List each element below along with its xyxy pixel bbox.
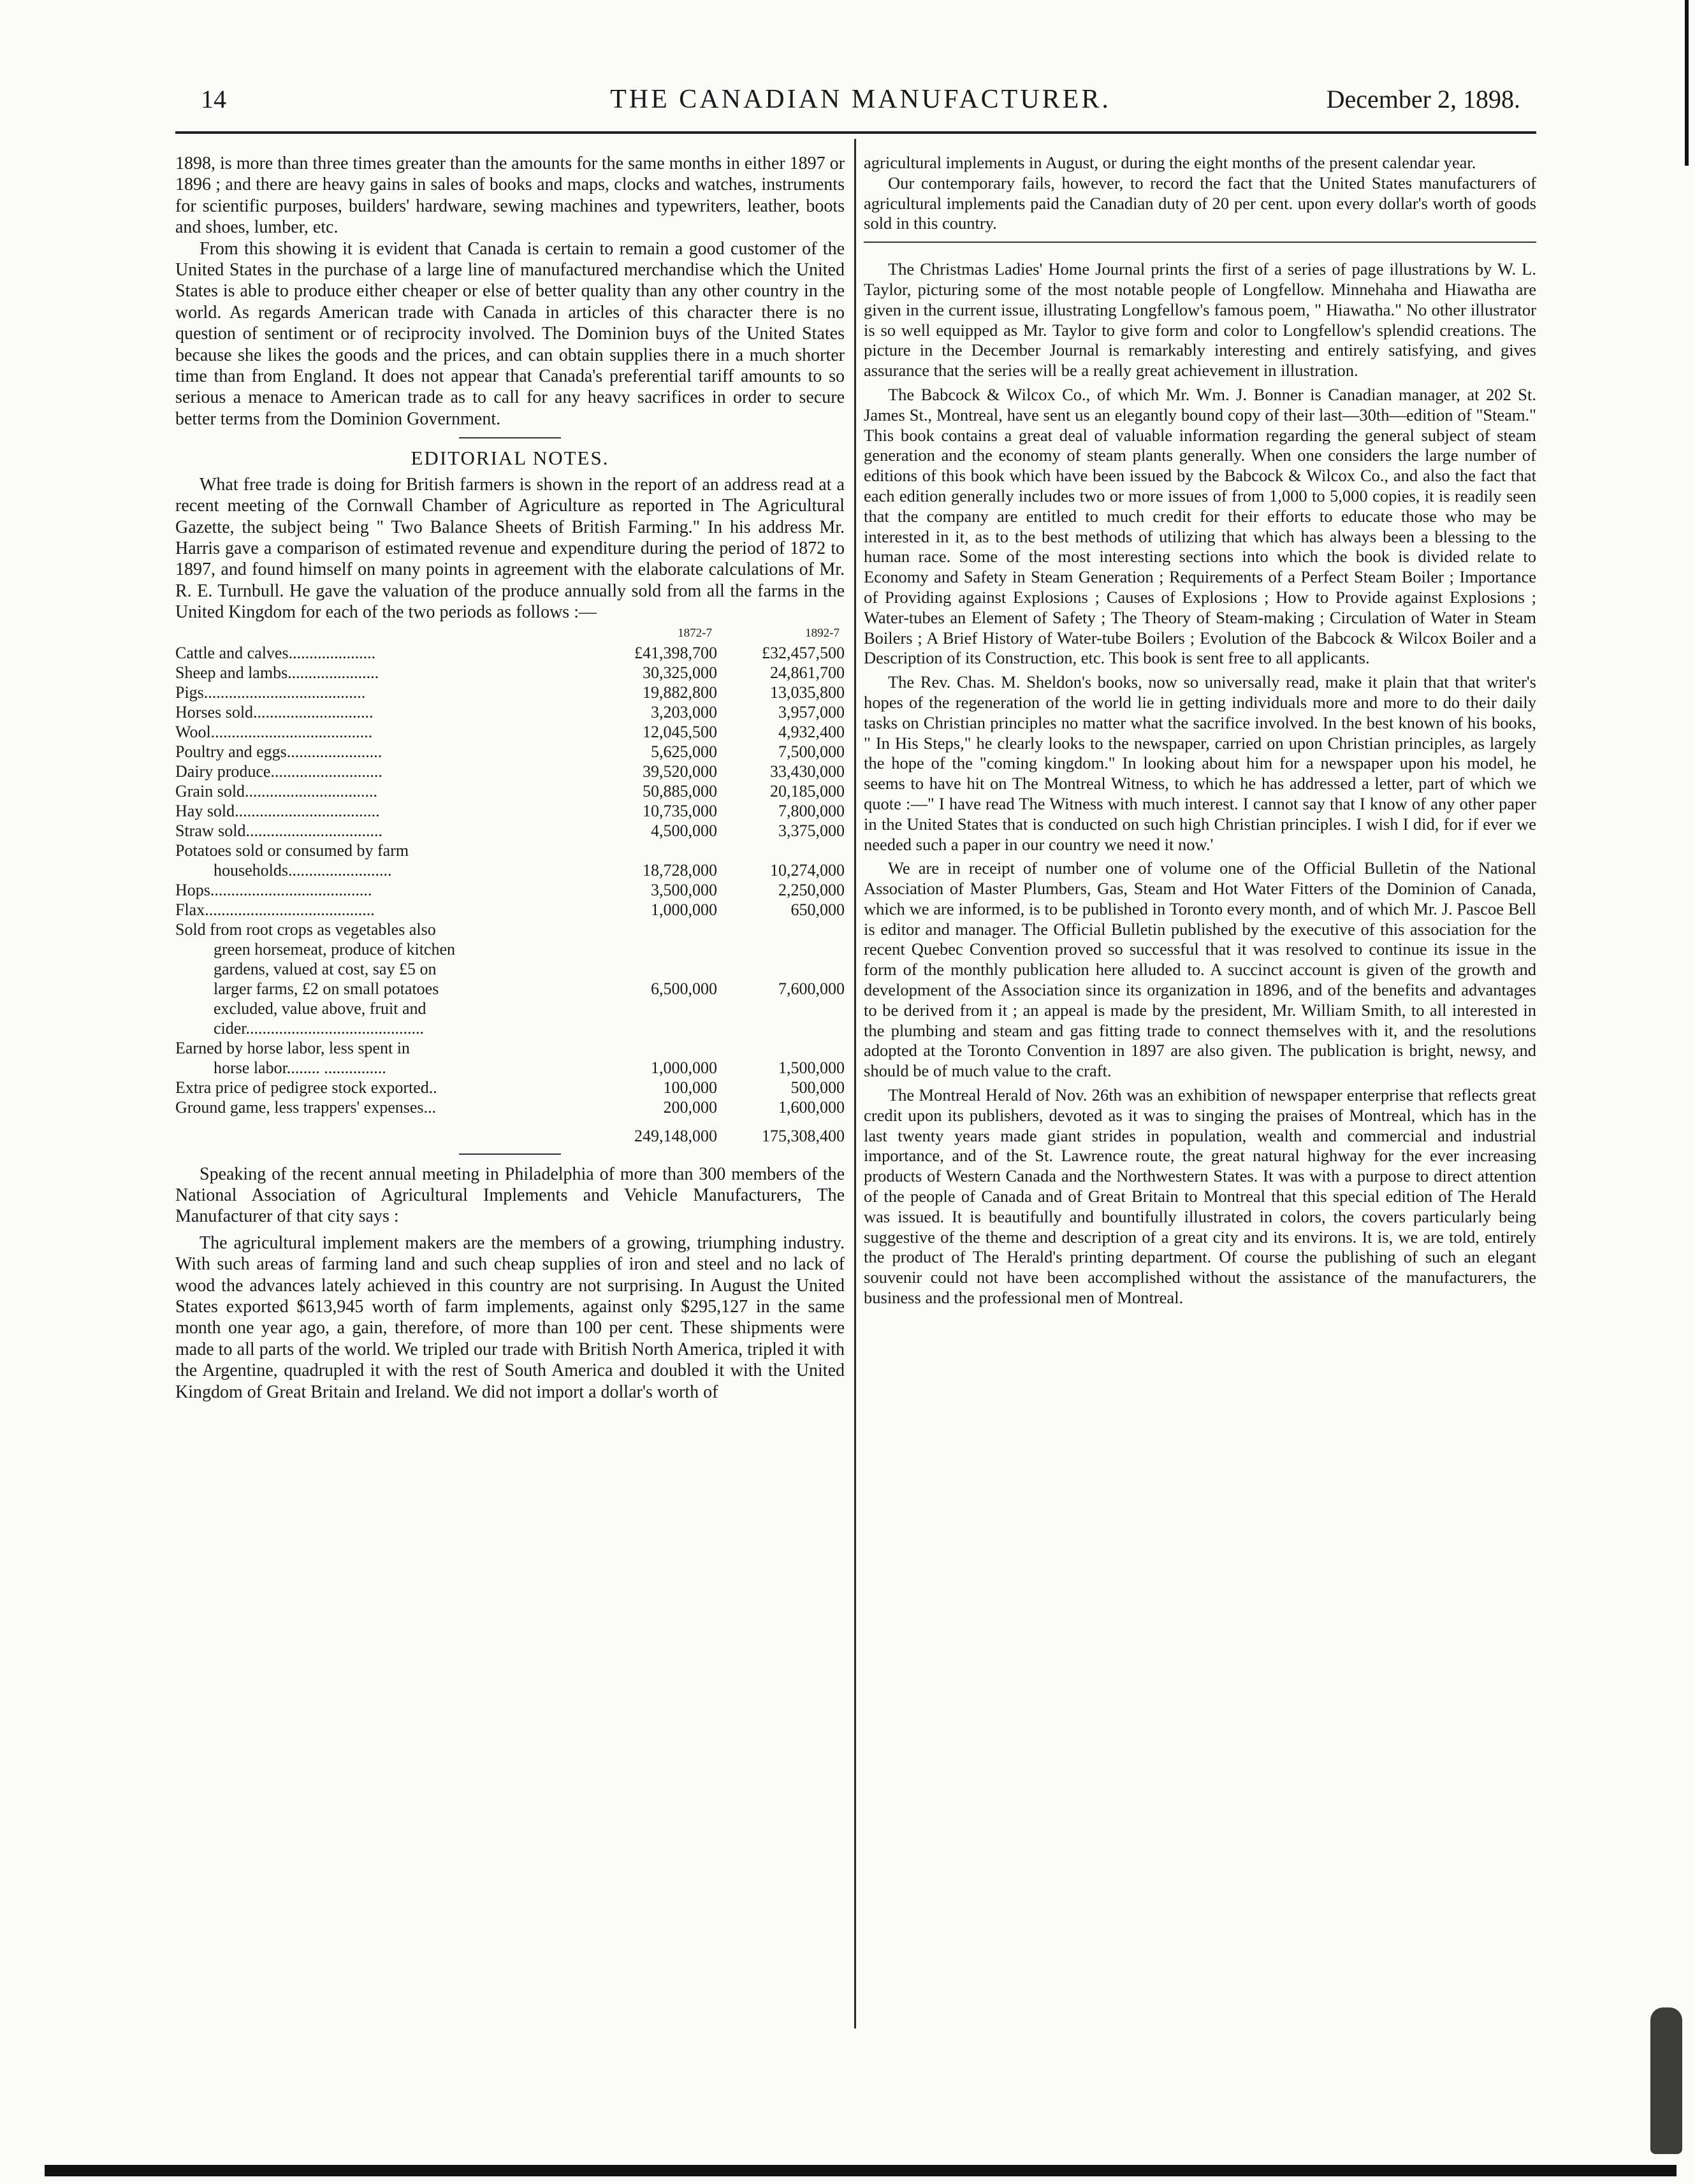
header-rule [175, 131, 1536, 134]
row-label: Ground game, less trappers' expenses... [175, 1097, 437, 1117]
table-row-root-crops [175, 920, 845, 939]
table-row-potatoes [175, 841, 845, 860]
row-label: Cattle and calves..................... [175, 643, 376, 662]
row-value-1892: 2,250,000 [778, 880, 845, 899]
table-row [175, 801, 845, 821]
row-value-1872: 18,728,000 [643, 860, 717, 879]
paragraph-ladies-home-journal: The Christmas Ladies' Home Journal prints the first of a series of page illustrations by W. L. Taylor, picturing some of the most notable people of Longfellow. Minnehaha and Hiawatha are given in the current issue, illustrating Longfellow's famous poem, " Hiawatha." No other illustrator is so well equipped as Mr. Taylor to give form and color to Longfellow's splendid creations. The picture in the December Journal is remarkably interesting and entirely satisfying, and gives assurance that the series will be a really great achievement in illustration. [864, 259, 1536, 380]
scan-edge-mark [1685, 0, 1689, 166]
row-label: Pigs....................................... [175, 683, 366, 702]
row-value-1872: 10,735,000 [643, 801, 717, 820]
row-value-1892: 7,600,000 [778, 979, 845, 998]
row-value-1872: 39,520,000 [643, 762, 717, 781]
row-label: Horses sold............................. [175, 702, 374, 721]
scan-ink-blot [1650, 2007, 1682, 2154]
row-label: Earned by horse labor, less spent in [175, 1038, 410, 1057]
row-label-continued [175, 999, 845, 1018]
paragraph-canada-customer: From this showing it is evident that Canada is certain to remain a good customer of the United States in the purchase of a large line of manufactured merchandise which the United States is able to produce either cheaper or else of better quality than any other country in the world. As regards American trade with Canada in articles of this character there is no question of sentiment or of reciprocity involved. The Dominion buys of the United States because she likes the goods and the prices, and can obtain supplies there in a much shorter time than from England. It does not appear that Canada's preferential tariff amounts to so serious a menace to American trade as to call for any heavy sacrifices in order to secure better terms from the Dominion Government. [175, 238, 845, 429]
row-label-continued [175, 959, 845, 979]
row-value-1872: 12,045,500 [643, 722, 717, 741]
table-col-header-1892: 1892-7 [805, 626, 840, 640]
row-label: larger farms, £2 on small potatoes [214, 979, 439, 998]
table-row [175, 781, 845, 801]
row-label: Flax......................................... [175, 900, 375, 919]
row-label: Straw sold................................. [175, 821, 382, 840]
row-value-1892: 7,800,000 [778, 801, 845, 820]
paragraph-trade-gains: 1898, is more than three times greater than the amounts for the same months in either 1897 or 1896 ; and there are heavy gains in sales of books and maps, clocks and watches, instruments for scientific purposes, builders' hardware, sewing machines and typewriters, leather, boots and shoes, lumber, etc. [175, 154, 845, 238]
journal-title: THE CANADIAN MANUFACTURER. [610, 85, 1111, 114]
row-value-1892: 3,957,000 [778, 702, 845, 721]
table-row-hops [175, 880, 845, 900]
row-value-1872: 19,882,800 [643, 683, 717, 702]
row-value-1872: 50,885,000 [643, 781, 717, 800]
paragraph-free-trade-farmers: What free trade is doing for British farmers is shown in the report of an address read at a recent meeting of the Cornwall Chamber of Agriculture as reported in The Agricultural Gazette, the subject being " Two Balance Sheets of British Farming." In his address Mr. Harris gave a comparison of estimated revenue and expenditure during the period of 1872 to 1897, and found himself on many points in agreement with the elaborate calculations of Mr. R. E. Turnbull. He gave the valuation of the produce annually sold from all the farms in the United Kingdom for each of the two periods as follows :— [175, 474, 845, 623]
table-row-horse-labor [175, 1038, 845, 1058]
row-value-1892: £32,457,500 [762, 643, 845, 662]
row-value-1892: 1,500,000 [778, 1058, 845, 1077]
row-label: Potatoes sold or consumed by farm [175, 841, 409, 860]
table-row [175, 742, 845, 762]
row-value-1872: 4,500,000 [651, 821, 717, 840]
row-label-continued [175, 1018, 845, 1038]
section-separator [459, 1153, 561, 1155]
column-divider [854, 139, 856, 2029]
row-label: Hay sold................................... [175, 801, 380, 820]
row-label: Hops....................................... [175, 880, 372, 899]
table-row [175, 722, 845, 742]
page-header [194, 84, 1527, 129]
row-value-1872: 3,203,000 [651, 702, 717, 721]
farm-produce-table [175, 623, 845, 1146]
table-col-header-1872: 1872-7 [678, 626, 712, 640]
row-value-1872: £41,398,700 [634, 643, 717, 662]
table-row [175, 702, 845, 722]
row-label: households......................... [214, 860, 392, 879]
issue-date: December 2, 1898. [1326, 85, 1520, 113]
table-row-flax [175, 900, 845, 920]
row-label: Extra price of pedigree stock exported.. [175, 1078, 437, 1097]
table-row [175, 643, 845, 663]
row-label: Sheep and lambs...................... [175, 663, 379, 682]
scan-bottom-bar [45, 2165, 1677, 2176]
row-value-1872: 30,325,000 [643, 663, 717, 682]
row-label: Poultry and eggs....................... [175, 742, 382, 761]
row-value-1892: 4,932,400 [778, 722, 845, 741]
row-value-1872: 6,500,000 [651, 979, 717, 998]
row-label: Sold from root crops as vegetables also [175, 920, 436, 939]
paragraph-montreal-herald: The Montreal Herald of Nov. 26th was an exhibition of newspaper enterprise that reflects great credit upon its publishers, devoted as it was to singing the praises of Montreal, which has in the last twenty years made giant strides in population, wealth and commercial and industrial importance, and of the St. Lawrence route, the great natural highway for the ever increasing products of Western Canada and the Northwestern States. It was with a purpose to direct attention of the people of Canada and of Great Britain to Montreal that this special edition of The Herald was issued. It is beautifully and bountifully illustrated in colors, the covers particularly being suggestive of the theme and description of a great city and its environs. It is, we are told, entirely the product of The Herald's printing department. Of course the publishing of such an elegant souvenir could not have been accomplished without the assistance of the manufacturers, the business and the professional men of Montreal. [864, 1085, 1536, 1308]
section-separator [864, 242, 1536, 243]
row-label: gardens, valued at cost, say £5 on [214, 959, 437, 978]
total-1892: 175,308,400 [762, 1126, 845, 1145]
row-value-1892: 3,375,000 [778, 821, 845, 840]
right-column [864, 153, 1536, 1308]
table-header-row [175, 623, 845, 643]
paragraph-implements-continued: agricultural implements in August, or during the eight months of the present calendar year. [864, 153, 1476, 172]
table-row-root-crops-values [175, 979, 845, 999]
table-row [175, 762, 845, 781]
row-value-1892: 33,430,000 [770, 762, 845, 781]
row-label: excluded, value above, fruit and [214, 999, 426, 1018]
row-label-continued [175, 939, 845, 959]
row-label: Wool....................................... [175, 722, 373, 741]
row-label: Grain sold................................ [175, 781, 378, 800]
row-value-1892: 1,600,000 [778, 1097, 845, 1117]
row-value-1892: 650,000 [790, 900, 845, 919]
editorial-notes-heading: EDITORIAL NOTES. [411, 447, 609, 470]
row-value-1892: 10,274,000 [770, 860, 845, 879]
table-row-horse-labor-values [175, 1058, 845, 1078]
row-value-1872: 5,625,000 [651, 742, 717, 761]
row-label: green horsemeat, produce of kitchen [214, 939, 456, 958]
row-value-1872: 1,000,000 [651, 1058, 717, 1077]
page-number: 14 [201, 85, 226, 113]
row-label: cider........................................... [214, 1018, 425, 1038]
table-total-row [175, 1117, 845, 1146]
paragraph-plumbers-bulletin: We are in receipt of number one of volume one of the Official Bulletin of the National Association of Master Plumbers, Gas, Steam and Hot Water Fitters of the Dominion of Canada, which we are informed, is to be published in Toronto every month, and of which Mr. J. Pascoe Bell is editor and manager. The Official Bulletin published by the executive of this association for the recent Quebec Convention proved so successful that it was resolved to continue its issue in the form of the monthly publication here alluded to. A succinct account is given of the growth and development of the Association since its organization in 1896, and of the benefits and advantages to be derived from it ; an appeal is made by the president, Mr. William Smith, to all interested in the plumbing and steam and gas fitting trade to connect themselves with it, and the resolutions adopted at the Toronto Convention in 1897 are also given. The publication is bright, newsy, and should be of much value to the craft. [864, 858, 1536, 1081]
row-value-1872: 200,000 [663, 1097, 717, 1117]
row-value-1892: 500,000 [790, 1078, 845, 1097]
paragraph-sheldon-books: The Rev. Chas. M. Sheldon's books, now so universally read, make it plain that that writer's hopes of the regeneration of the world lie in getting individuals more and more to do their daily tasks on Christian principles no matter what the sacrifice involved. In the best known of his books, " In His Steps," he clearly looks to the newspaper, carried on upon Christian principles, as largely the hope of the "coming kingdom." In looking about him for a newspaper upon his model, he seems to have hit on The Montreal Witness, to which he has addressed a letter, part of which we quote :—" I have read The Witness with much interest. I cannot say that I know of any other paper in the United States that is conducted on such high Christian principles. I wish I did, for if ever we needed such a paper in our country we need it now.' [864, 672, 1536, 854]
left-column [175, 153, 845, 1403]
row-value-1872: 1,000,000 [651, 900, 717, 919]
total-1872: 249,148,000 [634, 1126, 717, 1145]
table-row-ground-game [175, 1097, 845, 1117]
paragraph-canadian-duty: Our contemporary fails, however, to record the fact that the United States manufacturers of agricultural implements paid the Canadian duty of 20 per cent. upon every dollar's worth of goods sold in this country. [864, 173, 1536, 233]
paragraph-implement-makers: The agricultural implement makers are the members of a growing, triumphing industry. With such areas of farming land and such cheap supplies of iron and steel and no lack of wood the advances lately achieved in this country are not surprising. In August the United States exported $613,945 worth of farm implements, against only $295,127 in the same month one year ago, a gain, therefore, of more than 100 per cent. These shipments were made to all parts of the world. We tripled our trade with British North America, tripled it with the Argentine, quadrupled it with the rest of South America and doubled it with the United Kingdom of Great Britain and Ireland. We did not import a dollar's worth of [175, 1233, 845, 1402]
section-separator [459, 437, 561, 438]
row-value-1892: 7,500,000 [778, 742, 845, 761]
table-row-potatoes-values [175, 860, 845, 880]
row-value-1872: 100,000 [663, 1078, 717, 1097]
paragraph-babcock-wilcox: The Babcock & Wilcox Co., of which Mr. Wm. J. Bonner is Canadian manager, at 202 St. James St., Montreal, have sent us an elegantly bound copy of their last—30th—edition of "Steam." This book contains a great deal of valuable information regarding the general subject of steam generation and the economy of steam plants generally. When one considers the large number of editions of this book which have been issued by the Babcock & Wilcox Co., and also the fact that each edition generally includes two or more issues of from 1,000 to 5,000 copies, it is readily seen that the company are entitled to much credit for their efforts to educate those who may be interested in it, as to the best methods of utilizing that which has always been a blessing to the human race. Some of the most interesting sections into which the book is divided relate to Economy and Safety in Steam Generation ; Requirements of a Perfect Steam Boiler ; Importance of Providing against Explosions ; Causes of Explosions ; How to Provide against Explosions ; Water-tubes an Element of Safety ; The Theory of Steam-making ; Circulation of Water in Steam Boilers ; A Brief History of Water-tube Boilers ; Evolution of the Babcock & Wilcox Boiler and a Description of its Construction, etc. This book is sent free to all applicants. [864, 384, 1536, 668]
table-row [175, 663, 845, 683]
row-label: horse labor........ ............... [214, 1058, 386, 1077]
table-row [175, 821, 845, 841]
row-value-1872: 3,500,000 [651, 880, 717, 899]
row-value-1892: 20,185,000 [770, 781, 845, 800]
table-row [175, 683, 845, 702]
row-value-1892: 13,035,800 [770, 683, 845, 702]
paragraph-philadelphia-meeting: Speaking of the recent annual meeting in Philadelphia of more than 300 members of the National Association of Agricultural Implements and Vehicle Manufacturers, The Manufacturer of that city says : [175, 1164, 845, 1227]
table-row-pedigree [175, 1078, 845, 1097]
row-label: Dairy produce........................... [175, 762, 382, 781]
row-value-1892: 24,861,700 [770, 663, 845, 682]
